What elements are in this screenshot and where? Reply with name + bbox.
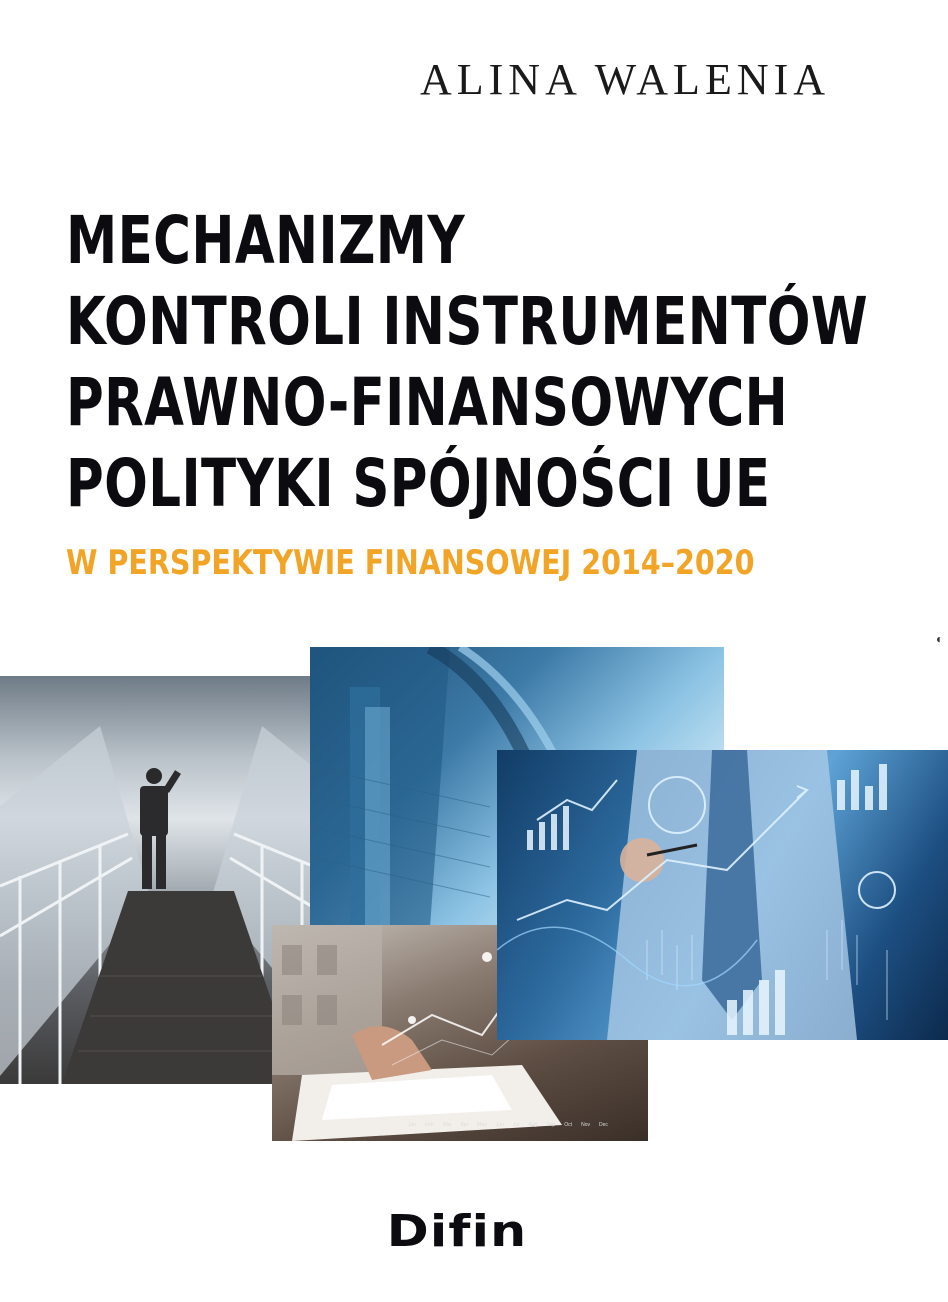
month-label: Feb: [425, 1122, 434, 1128]
publisher-logo: Difin: [386, 1206, 528, 1257]
title-line-1: MECHANIZMY: [66, 202, 466, 279]
month-label: Nov: [581, 1122, 590, 1128]
book-title: [66, 200, 896, 524]
month-label: Oct: [564, 1122, 573, 1128]
title-line-4: POLITYKI SPÓJNOŚCI UE: [66, 445, 771, 522]
month-label: Jul: [512, 1122, 520, 1128]
businessman-virtual-charts-photo: [497, 750, 948, 1040]
month-label: Dec: [599, 1122, 608, 1128]
chart-month-axis: [408, 1122, 608, 1128]
month-label: Sep: [546, 1122, 556, 1128]
author-name: ALINA WALENIA: [420, 55, 831, 104]
title-line-2: KONTROLI INSTRUMENTÓW: [66, 283, 869, 360]
month-label: May: [477, 1122, 487, 1128]
month-label: Mar: [442, 1122, 452, 1128]
month-label: Aug: [528, 1122, 538, 1128]
month-label: Jun: [495, 1122, 504, 1128]
title-line-3: PRAWNO-FINANSOWYCH: [66, 364, 789, 441]
month-label: Jan: [408, 1122, 417, 1128]
book-subtitle: W PERSPEKTYWIE FINANSOWEJ 2014–2020: [66, 543, 755, 583]
registration-mark-icon: ◐: [936, 632, 944, 646]
month-label: Apr: [460, 1122, 469, 1128]
